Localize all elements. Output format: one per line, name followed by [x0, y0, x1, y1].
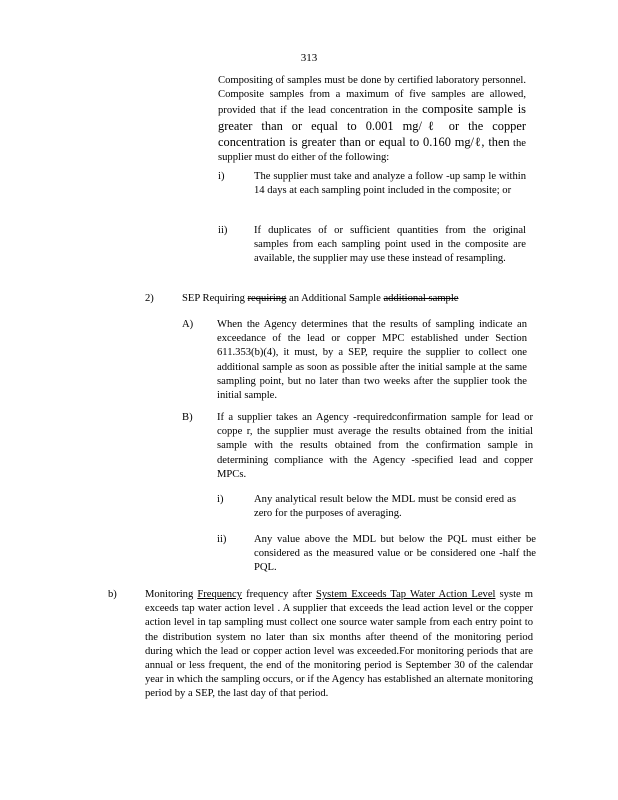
section-2-strike-1: requiring [247, 293, 287, 304]
section-2-strike-2: additional sample [383, 293, 459, 304]
section-2-heading [182, 292, 532, 306]
item-top-ii-text: If duplicates of or sufficient quantities from the original samples from each sampling point used in the composite are available, the supplier may use these instead of resampling. [254, 225, 526, 265]
sub-b-text: If a supplier takes an Agency -requiredconfirmation sample for lead or coppe r, the supplier must average the results obtained from the initial sample with the results obtained from the confirmation sample in determining compliance with the Agency -specified lead and copper MPCs. [217, 412, 533, 480]
section-b-word-1: Monitoring [145, 589, 198, 600]
sub-a-text: When the Agency determines that the results of sampling indicate an exceedance of the lead or copper MPC established under Section 611.353(b)(4), it must, by a SEP, require the supplier to collect one additional sample as soon as possible after the initial sample at the same sampling point, but no later than two weeks after the supplier took the initial sample. [217, 319, 527, 402]
section-2-title-mid: an Additional Sample [286, 293, 384, 304]
sub-b-label: B) [182, 412, 193, 423]
item-bottom-ii-text: Any value above the MDL but below the PQL must either be considered as the measured value or be considered one -half the PQL. [254, 534, 536, 574]
section-b-label: b) [108, 589, 117, 600]
item-top-i-text: The supplier must take and analyze a follow -up samp le within 14 days at each sampling point included in the composite; or [254, 171, 526, 197]
section-b-word-2: frequency after [242, 589, 316, 600]
section-b-text: syste m exceeds tap water action level . A supplier that exceeds the lead action level or the copper action level in tap sampling must collect one source water sample from each entry point to the distribution system no later than six months after theend of the monitoring period during which the lead or copper action level was exceeded.For monitoring periods that are annual or less frequent, the end of the monitoring period is September 30 of the calendar year in which the sampling occurs, or if the Agency has established an alternate monitoring period by a SEP, the last day of that period. [145, 589, 534, 700]
intro-line-1: Compositing of samples must be done by certified laboratory personnel. Composite samples from a maximum of five samples are allowed, provided that if the lead concentration in the [218, 75, 526, 117]
intro-line-2: composite sample is greater than or equal to 0.001 mg/ℓ or the copper concentration is greater than or equal to 0.160 mg/ℓ, then [218, 102, 526, 149]
section-b-paragraph [145, 588, 533, 702]
section-2-title-prefix: SEP Requiring [182, 293, 248, 304]
page-number: 313 [300, 52, 318, 64]
item-bottom-ii-label: ii) [217, 534, 227, 545]
sub-a-label: A) [182, 319, 194, 330]
intro-paragraph [218, 74, 526, 165]
section-2-label: 2) [145, 293, 154, 304]
intro-line-3: the supplier must do either of the following: [218, 137, 526, 164]
item-bottom-i-text: Any analytical result below the MDL must be consid ered as zero for the purposes of averaging. [254, 494, 516, 520]
item-bottom-i-label: i) [217, 494, 224, 505]
item-top-i-label: i) [218, 171, 225, 182]
item-top-ii-label: ii) [218, 225, 228, 236]
section-b-underlined-1: Frequency [197, 589, 243, 600]
section-b-underlined-2: System Exceeds Tap Water Action Level [315, 589, 496, 600]
